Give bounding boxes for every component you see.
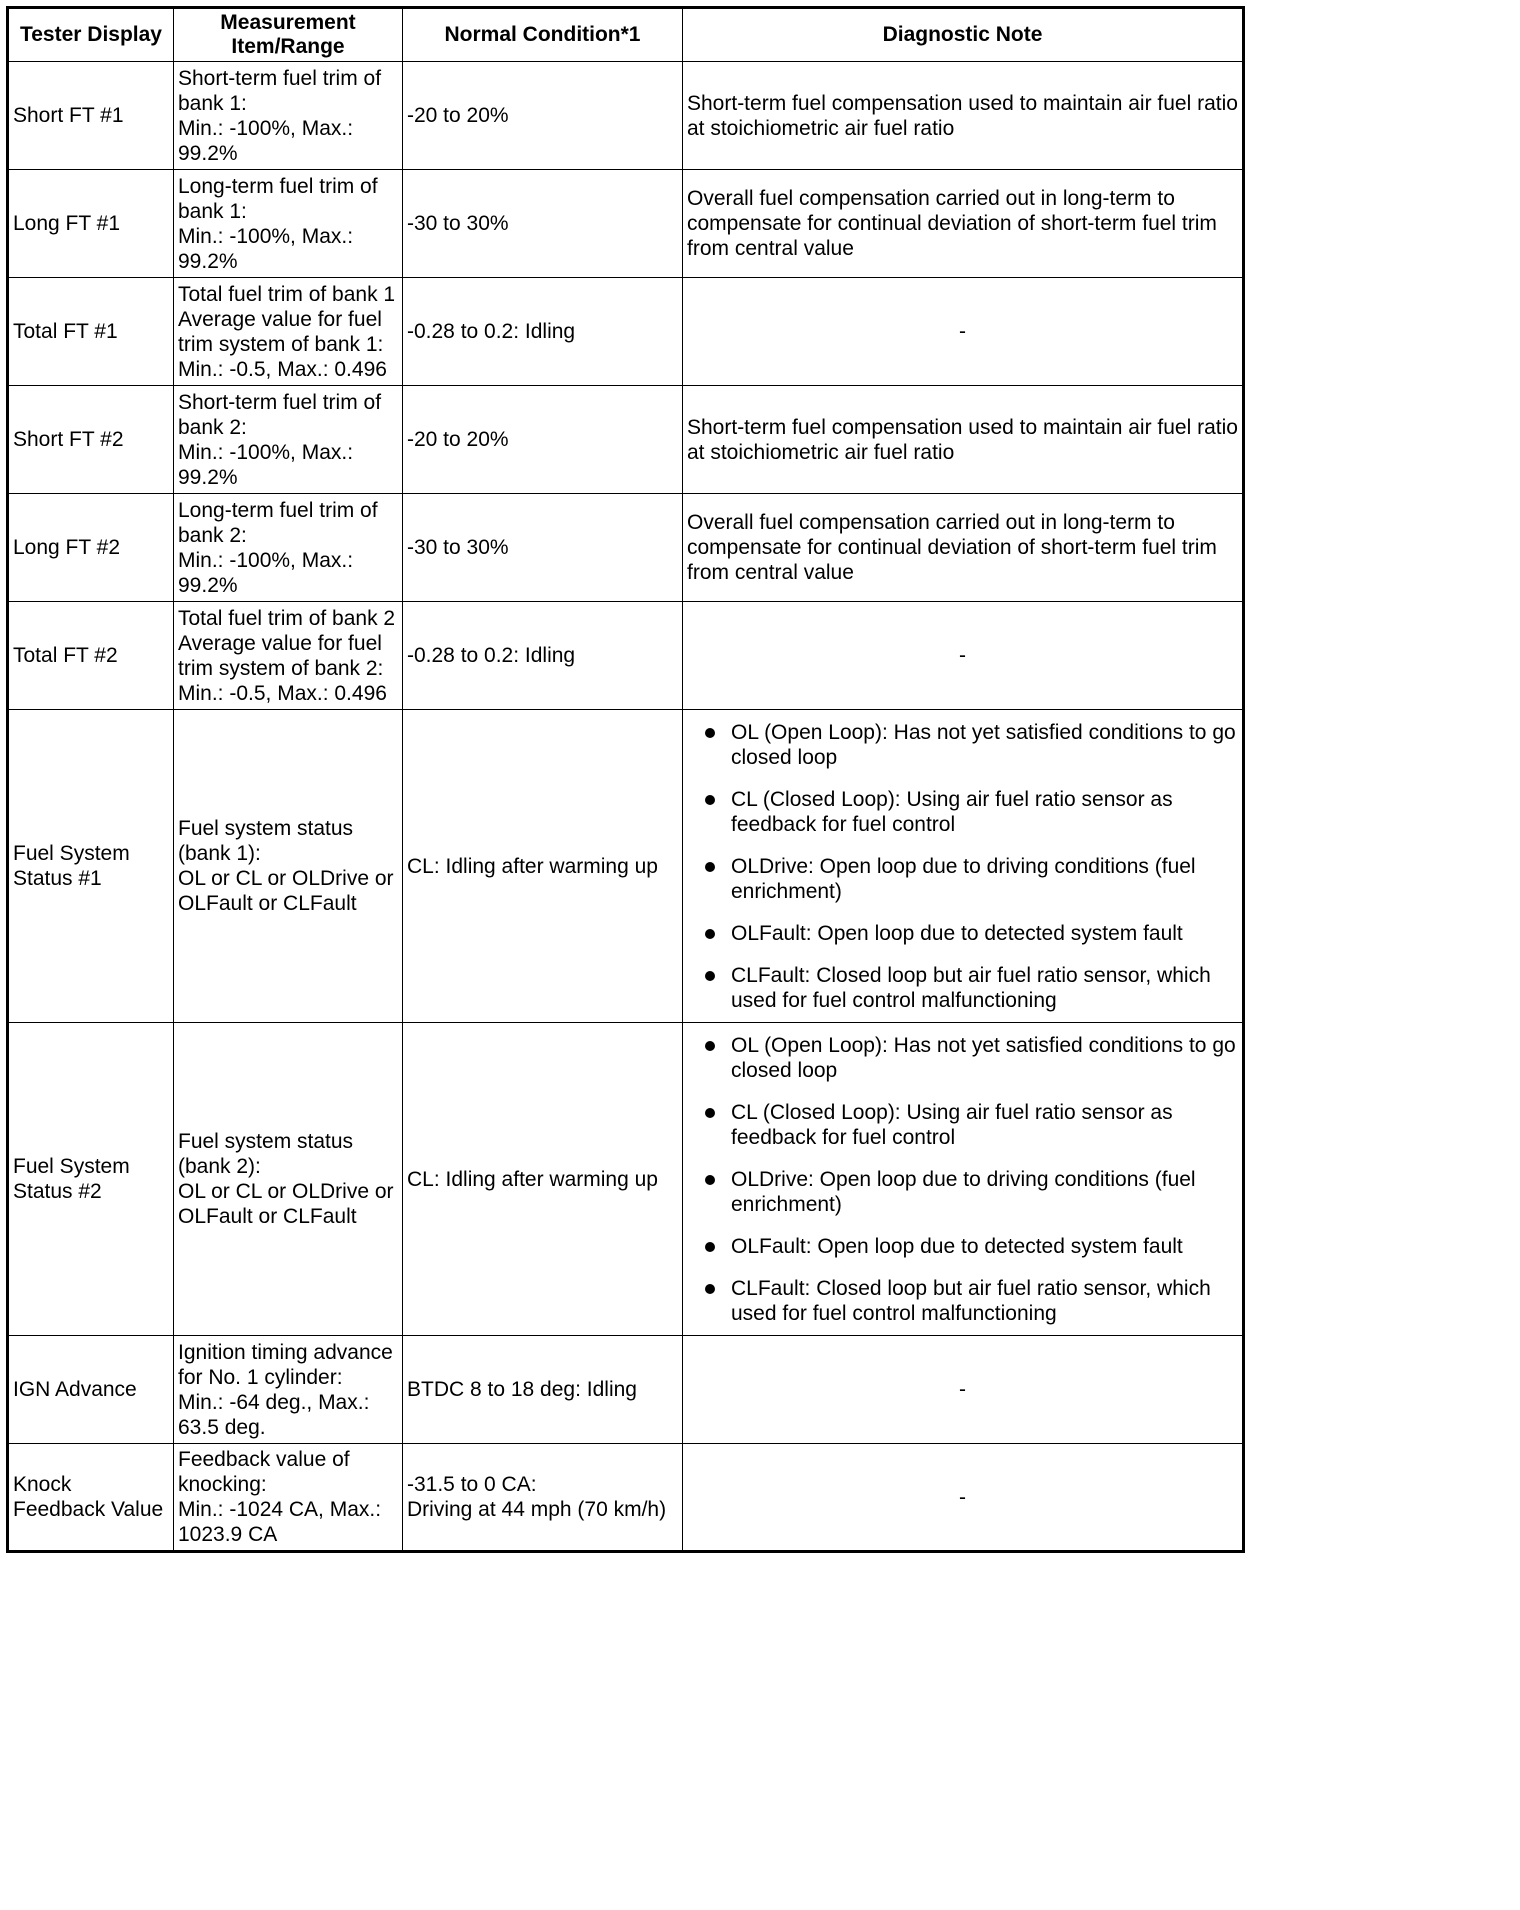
table-row (8, 710, 1244, 1023)
normal-condition-cell (403, 1444, 683, 1552)
diagnostic-note-cell (683, 1023, 1244, 1336)
measurement-cell (174, 1444, 403, 1552)
diagnostic-bullet-item: OLDrive: Open loop due to driving conditions (fuel enrichment) (705, 1167, 1238, 1217)
measurement-line: Min.: -100%, Max.: (178, 548, 354, 572)
measurement-cell (174, 494, 403, 602)
table-row (8, 62, 1244, 170)
measurement-line: Average value for fuel (178, 631, 382, 655)
header-diagnostic-note: Diagnostic Note (683, 8, 1244, 62)
table-row (8, 1023, 1244, 1336)
diagnostic-bullet-item: OLFault: Open loop due to detected system fault (705, 921, 1238, 946)
tester-display-cell: Fuel System Status #1 (8, 710, 174, 1023)
diagnostic-note-cell: - (683, 278, 1244, 386)
diagnostic-bullet-item: CLFault: Closed loop but air fuel ratio sensor, which used for fuel control malfunctioning (705, 1276, 1238, 1326)
measurement-line: Average value for fuel (178, 307, 382, 331)
diagnostic-note-cell: - (683, 1444, 1244, 1552)
measurement-line: 99.2% (178, 573, 238, 597)
table-row (8, 278, 1244, 386)
diagnostic-bullet-list (687, 1033, 1238, 1326)
measurement-line: OL or CL or OLDrive or (178, 867, 394, 890)
diagnostic-bullet-list (687, 720, 1238, 1013)
measurement-cell (174, 62, 403, 170)
header-normal-condition: Normal Condition*1 (403, 8, 683, 62)
measurement-cell (174, 1336, 403, 1444)
normal-condition-cell (403, 1336, 683, 1444)
diagnostic-bullet-item: CL (Closed Loop): Using air fuel ratio sensor as feedback for fuel control (705, 1100, 1238, 1150)
normal-condition-line: -30 to 30% (407, 212, 509, 235)
measurement-line: Long-term fuel trim of (178, 498, 378, 522)
diagnostic-note-line: compensate for continual deviation of short-term fuel trim (687, 536, 1217, 559)
measurement-cell (174, 278, 403, 386)
normal-condition-line: BTDC 8 to 18 deg: Idling (407, 1378, 637, 1401)
diagnostic-note-cell: - (683, 1336, 1244, 1444)
measurement-line: Min.: -0.5, Max.: 0.496 (178, 681, 387, 705)
normal-condition-line: -20 to 20% (407, 428, 509, 451)
measurement-line: Feedback value of (178, 1448, 350, 1471)
measurement-line: Min.: -64 deg., Max.: (178, 1390, 370, 1414)
measurement-line: Ignition timing advance (178, 1340, 393, 1364)
normal-condition-line: -30 to 30% (407, 536, 509, 559)
diagnostic-note-line: Short-term fuel compensation used to maintain air fuel ratio (687, 415, 1238, 439)
measurement-line: (bank 2): (178, 1155, 261, 1178)
tester-data-table (6, 6, 1245, 1553)
diagnostic-note-line: Overall fuel compensation carried out in long-term to (687, 187, 1175, 210)
header-row (8, 8, 1244, 62)
table-row (8, 1444, 1244, 1552)
diagnostic-note-cell (683, 62, 1244, 170)
diagnostic-bullet-item: OL (Open Loop): Has not yet satisfied conditions to go closed loop (705, 1033, 1238, 1083)
measurement-line: knocking: (178, 1473, 267, 1496)
header-measurement: Measurement Item/Range (174, 8, 403, 62)
measurement-cell (174, 1023, 403, 1336)
measurement-line: Total fuel trim of bank 1 (178, 282, 396, 306)
measurement-line: OL or CL or OLDrive or (178, 1180, 394, 1203)
normal-condition-line: -0.28 to 0.2: Idling (407, 320, 576, 343)
tester-display-cell: Total FT #1 (8, 278, 174, 386)
measurement-line: bank 2: (178, 523, 247, 547)
diagnostic-bullet-item: OL (Open Loop): Has not yet satisfied conditions to go closed loop (705, 720, 1238, 770)
measurement-line: (bank 1): (178, 842, 261, 865)
normal-condition-cell (403, 278, 683, 386)
measurement-line: Long-term fuel trim of (178, 174, 378, 198)
normal-condition-line: -0.28 to 0.2: Idling (407, 644, 576, 667)
diagnostic-note-line: at stoichiometric air fuel ratio (687, 116, 955, 140)
measurement-line: Short-term fuel trim of (178, 66, 382, 90)
measurement-line: bank 2: (178, 415, 247, 439)
measurement-line: Short-term fuel trim of (178, 390, 382, 414)
tester-display-cell: Long FT #2 (8, 494, 174, 602)
measurement-line: Fuel system status (178, 1130, 354, 1153)
measurement-cell (174, 170, 403, 278)
table-row (8, 602, 1244, 710)
tester-display-cell: Short FT #1 (8, 62, 174, 170)
diagnostic-note-cell (683, 494, 1244, 602)
header-tester-display: Tester Display (8, 8, 174, 62)
measurement-line: 1023.9 CA (178, 1523, 278, 1546)
measurement-line: 99.2% (178, 465, 238, 489)
table-row (8, 1336, 1244, 1444)
measurement-line: for No. 1 cylinder: (178, 1365, 343, 1389)
diagnostic-bullet-item: CLFault: Closed loop but air fuel ratio sensor, which used for fuel control malfunctioning (705, 963, 1238, 1013)
normal-condition-line: -31.5 to 0 CA: (407, 1473, 537, 1496)
measurement-line: 63.5 deg. (178, 1415, 266, 1439)
table-row (8, 386, 1244, 494)
measurement-line: Min.: -100%, Max.: (178, 116, 354, 140)
table-body (8, 62, 1244, 1552)
measurement-line: 99.2% (178, 141, 238, 165)
normal-condition-line: -20 to 20% (407, 104, 509, 127)
normal-condition-cell (403, 62, 683, 170)
measurement-line: Total fuel trim of bank 2 (178, 606, 396, 630)
measurement-line: Min.: -100%, Max.: (178, 224, 354, 248)
measurement-cell (174, 386, 403, 494)
table-row (8, 494, 1244, 602)
measurement-line: bank 1: (178, 91, 247, 115)
measurement-line: 99.2% (178, 249, 238, 273)
measurement-line: OLFault or CLFault (178, 892, 357, 915)
tester-display-cell: Fuel System Status #2 (8, 1023, 174, 1336)
normal-condition-line: CL: Idling after warming up (407, 854, 658, 878)
diagnostic-note-line: Overall fuel compensation carried out in long-term to (687, 511, 1175, 534)
measurement-line: Fuel system status (178, 817, 354, 840)
normal-condition-cell (403, 386, 683, 494)
diagnostic-note-cell (683, 386, 1244, 494)
diagnostic-note-line: Short-term fuel compensation used to maintain air fuel ratio (687, 91, 1238, 115)
measurement-line: bank 1: (178, 199, 247, 223)
measurement-cell (174, 602, 403, 710)
tester-display-cell: Short FT #2 (8, 386, 174, 494)
diagnostic-note-line: compensate for continual deviation of short-term fuel trim (687, 212, 1217, 235)
diagnostic-note-line: from central value (687, 561, 854, 584)
normal-condition-cell (403, 602, 683, 710)
measurement-line: trim system of bank 1: (178, 332, 384, 356)
measurement-line: Min.: -0.5, Max.: 0.496 (178, 357, 387, 381)
normal-condition-line: CL: Idling after warming up (407, 1167, 658, 1191)
diagnostic-note-cell: - (683, 602, 1244, 710)
tester-display-cell: Long FT #1 (8, 170, 174, 278)
measurement-line: OLFault or CLFault (178, 1205, 357, 1228)
table-row (8, 170, 1244, 278)
normal-condition-cell (403, 710, 683, 1023)
diagnostic-bullet-item: CL (Closed Loop): Using air fuel ratio sensor as feedback for fuel control (705, 787, 1238, 837)
measurement-line: Min.: -100%, Max.: (178, 440, 354, 464)
measurement-cell (174, 710, 403, 1023)
normal-condition-cell (403, 494, 683, 602)
normal-condition-cell (403, 170, 683, 278)
diagnostic-note-line: at stoichiometric air fuel ratio (687, 440, 955, 464)
tester-display-cell: Total FT #2 (8, 602, 174, 710)
diagnostic-note-cell (683, 710, 1244, 1023)
measurement-line: trim system of bank 2: (178, 656, 384, 680)
diagnostic-bullet-item: OLDrive: Open loop due to driving conditions (fuel enrichment) (705, 854, 1238, 904)
tester-display-cell: IGN Advance (8, 1336, 174, 1444)
diagnostic-bullet-item: OLFault: Open loop due to detected system fault (705, 1234, 1238, 1259)
diagnostic-note-line: from central value (687, 237, 854, 260)
diagnostic-note-cell (683, 170, 1244, 278)
measurement-line: Min.: -1024 CA, Max.: (178, 1498, 382, 1521)
normal-condition-line: Driving at 44 mph (70 km/h) (407, 1498, 667, 1521)
tester-display-cell: Knock Feedback Value (8, 1444, 174, 1552)
normal-condition-cell (403, 1023, 683, 1336)
